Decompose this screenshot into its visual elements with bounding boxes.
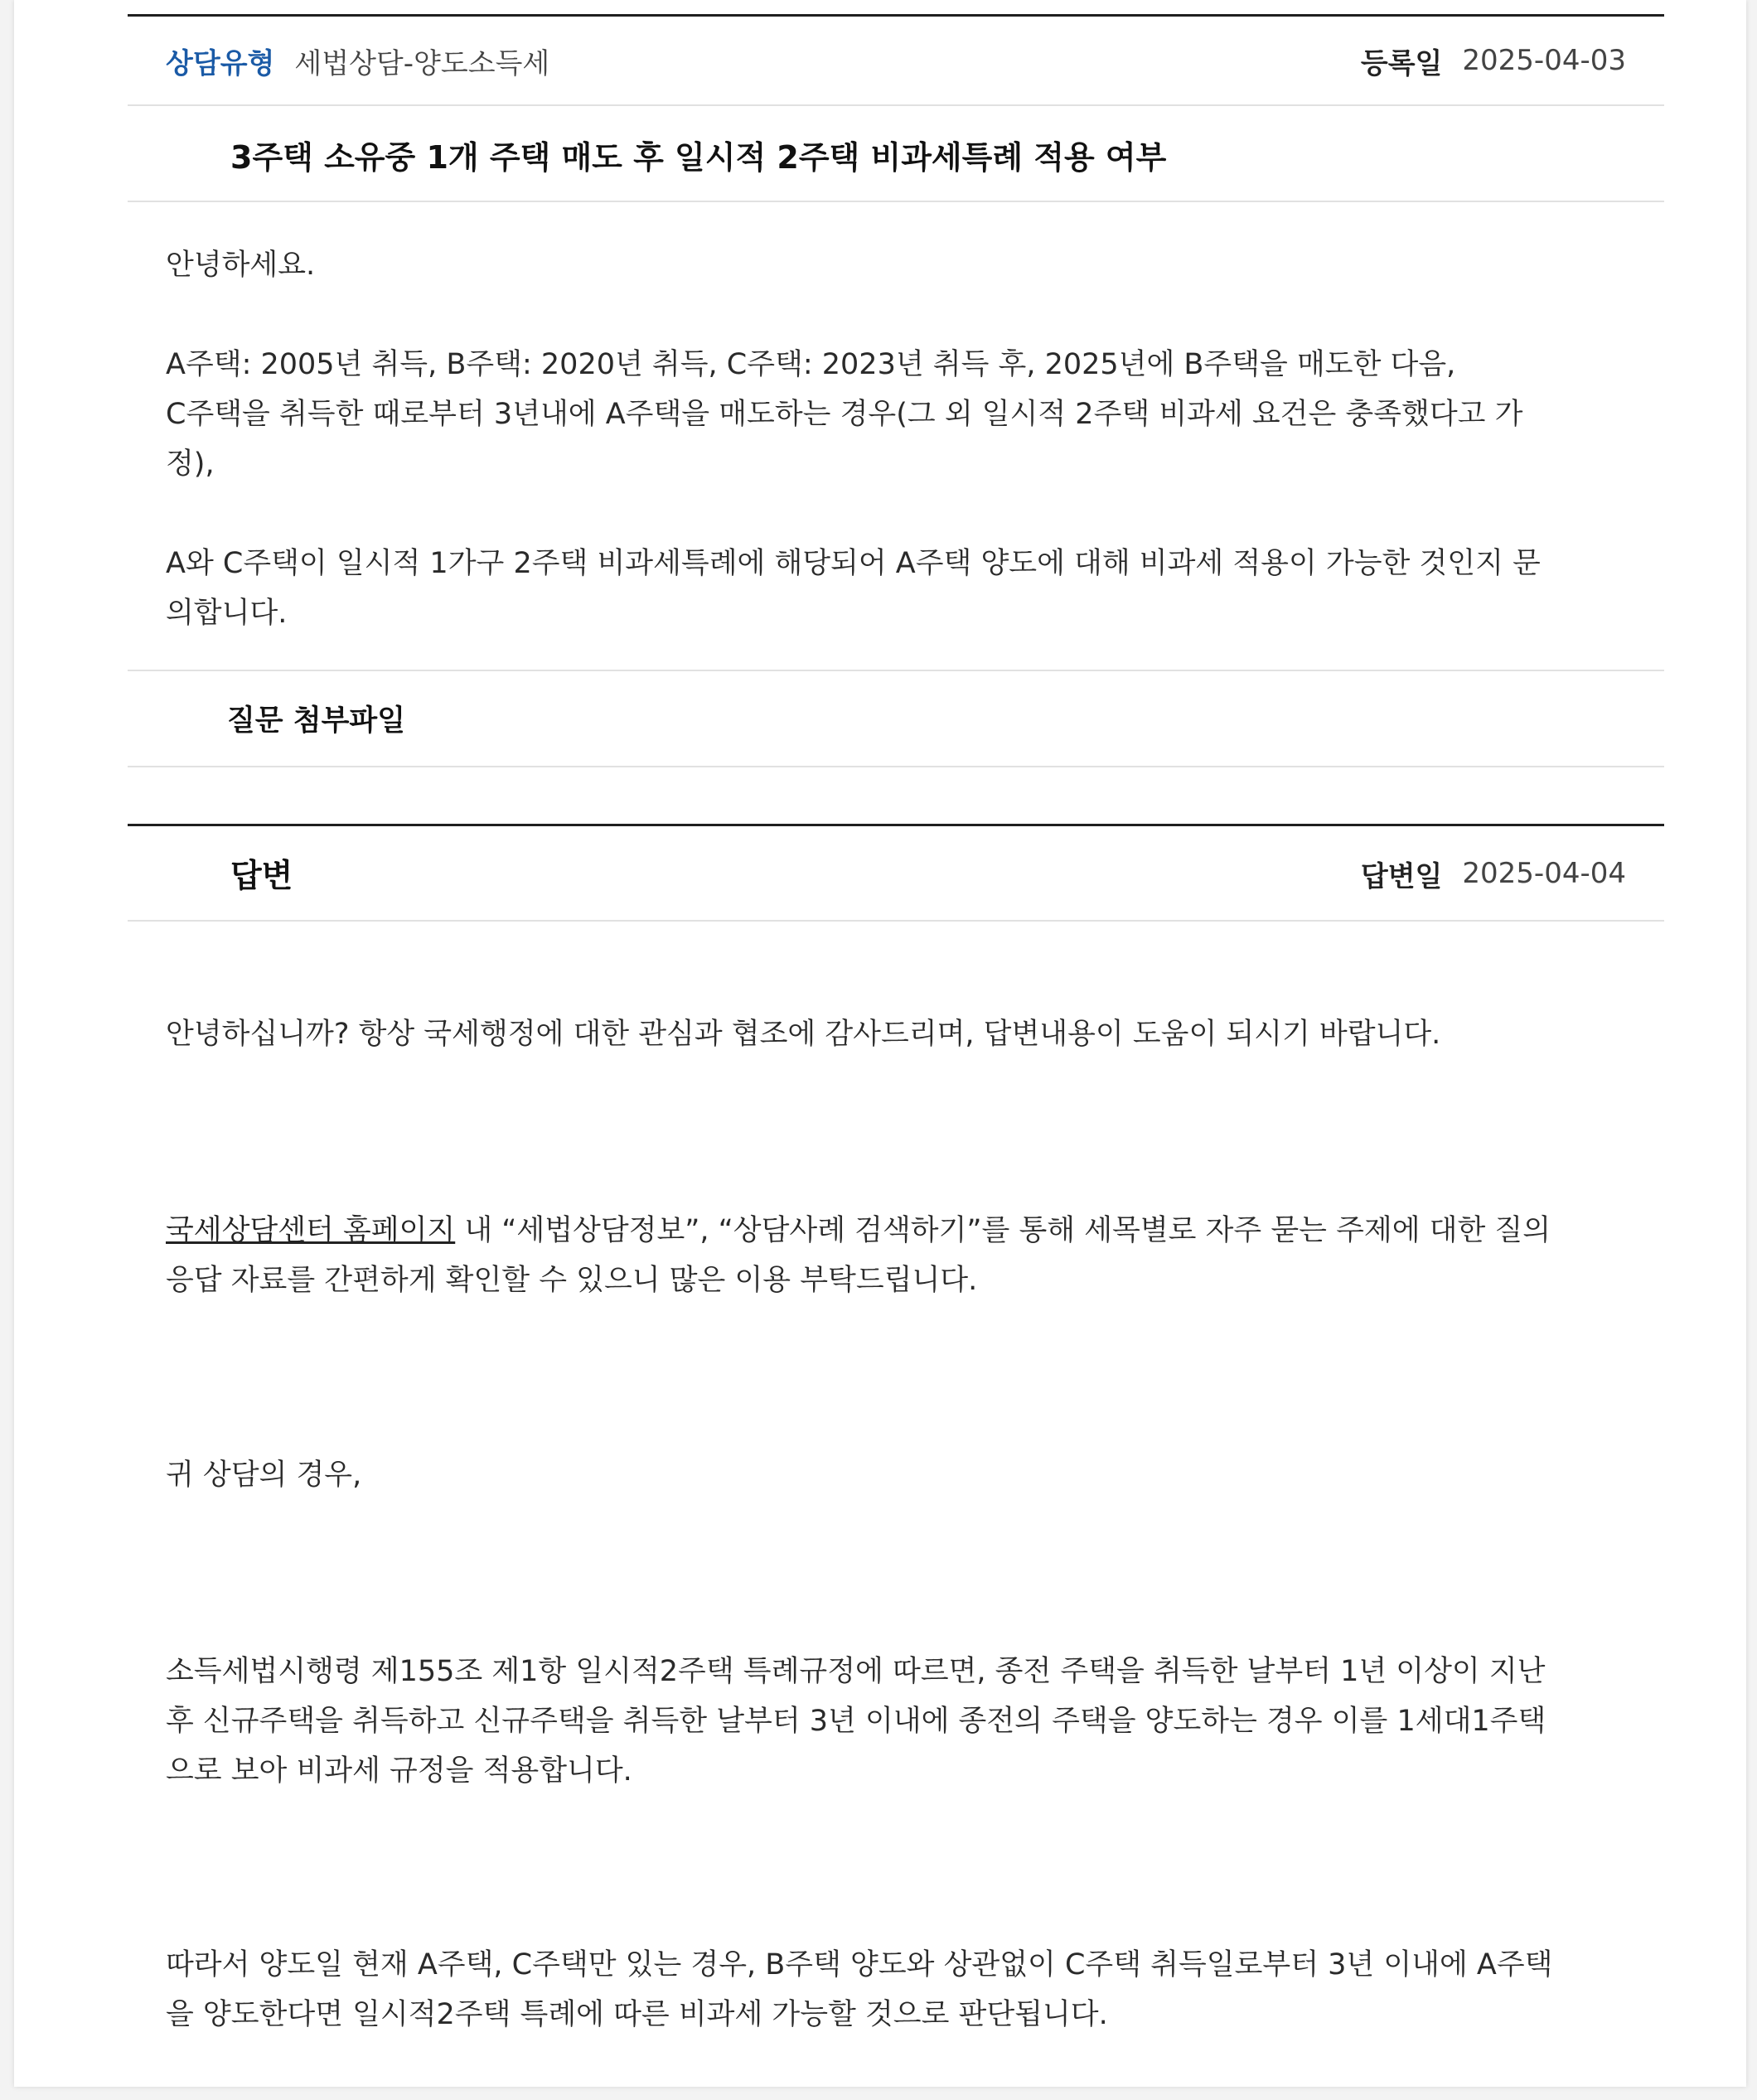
question-body-line: C주택을 취득한 때로부터 3년내에 A주택을 매도하는 경우(그 외 일시적 2주택 비과세 요건은 충족했다고 가 bbox=[166, 398, 1523, 431]
answer-text: 소득세법시행령 제155조 제1항 일시적2주택 특례규정에 따르면, 종전 주택을 취득한 날부터 1년 이상이 지난 bbox=[166, 1655, 1546, 1688]
answer-title: 답변 bbox=[230, 858, 293, 895]
registration-date-value: 2025-04-03 bbox=[1462, 44, 1626, 77]
question-body-line: A주택: 2005년 취득, B주택: 2020년 취득, C주택: 2023년 취득 후, 2025년에 B주택을 매도한 다음, bbox=[166, 348, 1456, 381]
consultation-type-value: 세법상담-양도소득세 bbox=[294, 46, 550, 80]
question-body-line: A와 C주택이 일시적 1가구 2주택 비과세특례에 해당되어 A주택 양도에 대해 비과세 적용이 가능한 것인지 문 bbox=[166, 547, 1541, 580]
answer-text: 응답 자료를 간편하게 확인할 수 있으니 많은 이용 부탁드립니다. bbox=[166, 1264, 978, 1297]
title-divider bbox=[128, 201, 1664, 202]
question-attachment-label: 질문 첨부파일 bbox=[227, 704, 406, 738]
tax-consultation-center-link[interactable]: 국세상담센터 홈페이지 bbox=[166, 1214, 456, 1247]
answer-header-row bbox=[128, 826, 1664, 921]
question-greeting: 안녕하세요. bbox=[166, 249, 316, 282]
question-body-line: 정), bbox=[166, 448, 215, 481]
attach-divider-bottom bbox=[128, 766, 1664, 767]
question-meta-row bbox=[128, 17, 1664, 104]
answer-text: 을 양도한다면 일시적2주택 특례에 따른 비과세 가능할 것으로 판단됩니다. bbox=[166, 1998, 1108, 2031]
content-frame bbox=[128, 0, 1664, 2087]
answer-date-value: 2025-04-04 bbox=[1462, 857, 1626, 890]
answer-paragraph-3 bbox=[166, 1450, 1649, 1500]
answer-header-divider bbox=[128, 920, 1664, 922]
question-body bbox=[166, 240, 1641, 638]
consultation-card bbox=[14, 0, 1746, 2087]
answer-text: 귀 상담의 경우, bbox=[166, 1459, 362, 1492]
question-title: 3주택 소유중 1개 주택 매도 후 일시적 2주택 비과세특례 적용 여부 bbox=[230, 138, 1167, 176]
answer-paragraph-1 bbox=[166, 1009, 1649, 1059]
answer-text: 으로 보아 비과세 규정을 적용합니다. bbox=[166, 1754, 632, 1788]
answer-date-label: 답변일 bbox=[1360, 859, 1443, 893]
answer-greeting: 안녕하십니까? 항상 국세행정에 대한 관심과 협조에 감사드리며, 답변내용이 도움이 되시기 바랍니다. bbox=[166, 1018, 1441, 1051]
answer-paragraph-2 bbox=[166, 1206, 1649, 1305]
answer-text: 후 신규주택을 취득하고 신규주택을 취득한 날부터 3년 이내에 종전의 주택을 양도하는 경우 이를 1세대1주택 bbox=[166, 1705, 1546, 1738]
answer-text: 내 “세법상담정보”, “상담사례 검색하기”를 통해 세목별로 자주 묻는 주제에 대한 질의 bbox=[455, 1214, 1551, 1247]
answer-paragraph-5 bbox=[166, 1940, 1649, 2040]
answer-text: 따라서 양도일 현재 A주택, C주택만 있는 경우, B주택 양도와 상관없이 C주택 취득일로부터 3년 이내에 A주택 bbox=[166, 1948, 1553, 1981]
consultation-type-label: 상담유형 bbox=[166, 46, 275, 80]
registration-date-label: 등록일 bbox=[1360, 46, 1443, 80]
answer-paragraph-4 bbox=[166, 1647, 1649, 1796]
question-body-line: 의합니다. bbox=[166, 597, 288, 630]
